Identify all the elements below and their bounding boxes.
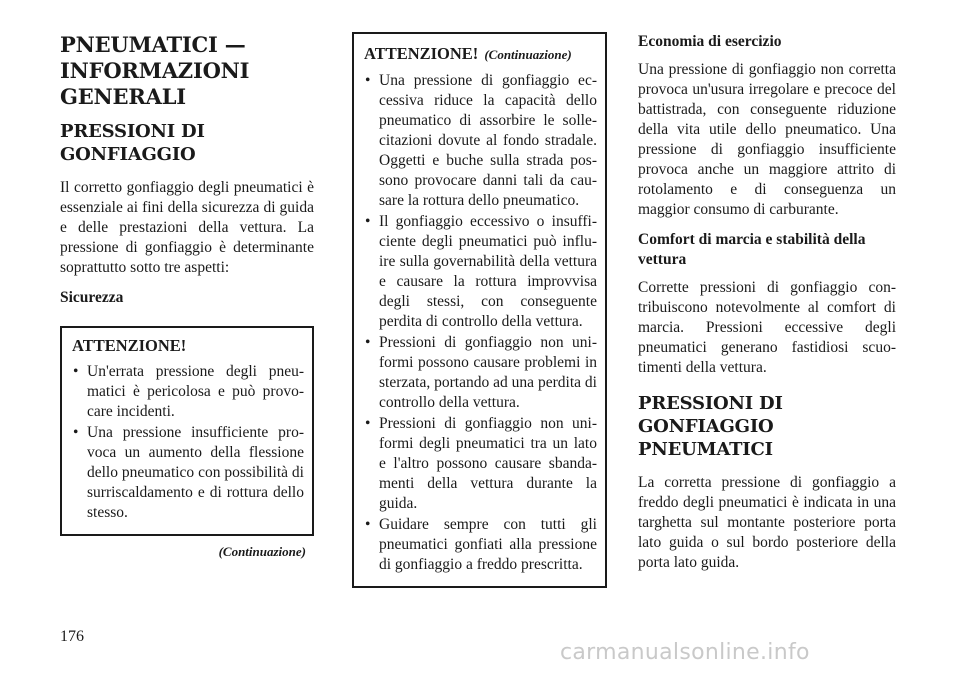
economy-paragraph: Una pressione di gonfiaggio non corretta provoca un'usura irregolare e precoce del battistrada, con conseguente riduzione della vita utile dello pneumatico. Una pressione di gonfiaggio insufficiente provoca anche un maggiore attrito di rotolamento e di conseguenza un maggior consumo di carburante. xyxy=(638,61,896,218)
left-column xyxy=(60,32,314,560)
subheading-economy: Economia di esercizio xyxy=(638,33,782,50)
warning-bullet: • Pressioni di gonfiaggio non uniformi degli pneumatici tra un lato e l'altro possono causare sbandamenti della vettura durante la guida. xyxy=(365,415,597,512)
warning-bullet: • Una pressione di gonfiaggio eccessiva riduce la capacità dello pneumatico di assorbire le sollecitazioni dovute al fondo stradale. Oggetti e buche sulla strada possono provocare danni tali da causare la rottura dello pneumatico. xyxy=(365,72,597,209)
warning-title: ATTENZIONE! (Continuazione) xyxy=(364,44,572,63)
bullet-icon: • xyxy=(365,72,371,89)
warning-bullet: • Un'errata pressione degli pneumatici è pericolosa e può provocare incidenti. xyxy=(73,363,304,420)
right-column xyxy=(638,32,896,583)
subheading-comfort: Comfort di marcia e stabilità della vettura xyxy=(638,231,866,268)
watermark: carmanualsonline.info xyxy=(560,640,810,665)
bullet-icon: • xyxy=(73,424,79,441)
placard-paragraph: La corretta pressione di gonfiaggio a freddo degli pneumatici è indicata in una targhetta sul montante posteriore porta lato guida o sul bordo posteriore della porta lato guida. xyxy=(638,474,896,571)
bullet-icon: • xyxy=(365,213,371,230)
warning-bullet: • Il gonfiaggio eccessivo o insufficiente degli pneumatici può influire sulla governabilità della vettura e causare la rottura improvvisa degli stessi, con conseguente perdita di controllo della vettura. xyxy=(365,213,597,330)
comfort-paragraph: Corrette pressioni di gonfiaggio contribuiscono notevolmente al comfort di marcia. Pressioni eccessive degli pneumatici generano fastidiosi scuotimenti della vettura. xyxy=(638,279,896,376)
bullet-icon: • xyxy=(365,516,371,533)
intro-paragraph: Il corretto gonfiaggio degli pneumatici è essenziale ai fini della sicurezza di guida e delle prestazioni della vettura. La pressione di gonfiaggio è determinante soprattutto sotto tre aspetti: xyxy=(60,179,314,276)
bullet-icon: • xyxy=(365,415,371,432)
bullet-icon: • xyxy=(73,363,79,380)
continued-label: (Continuazione) xyxy=(484,47,572,62)
section-heading-inflation-pressures: PRESSIONI DI GONFIAGGIO xyxy=(60,121,205,165)
main-heading: PNEUMATICI — INFORMAZIONI GENERALI xyxy=(60,32,250,109)
section-heading-tire-pressures: PRESSIONI DI GONFIAGGIO PNEUMATICI xyxy=(638,393,783,460)
warning-bullet-list xyxy=(72,362,304,523)
middle-column xyxy=(352,32,607,588)
subheading-safety: Sicurezza xyxy=(60,289,124,306)
warning-bullet-list xyxy=(364,71,597,575)
continued-label: (Continuazione) xyxy=(218,544,306,559)
warning-bullet: • Una pressione insufficiente provoca un aumento della flessione dello pneumatico con possibilità di surriscaldamento e di rottura dello stesso. xyxy=(73,424,304,521)
warning-box xyxy=(60,326,314,536)
warning-bullet: • Pressioni di gonfiaggio non uniformi possono causare problemi in sterzata, portando ad una perdita di controllo della vettura. xyxy=(365,334,597,411)
page-number: 176 xyxy=(60,628,84,645)
warning-bullet: • Guidare sempre con tutti gli pneumatici gonfiati alla pressione di gonfiaggio a freddo prescritta. xyxy=(365,516,597,573)
bullet-icon: • xyxy=(365,334,371,351)
warning-box-continued xyxy=(352,32,607,588)
warning-title: ATTENZIONE! xyxy=(72,336,187,355)
